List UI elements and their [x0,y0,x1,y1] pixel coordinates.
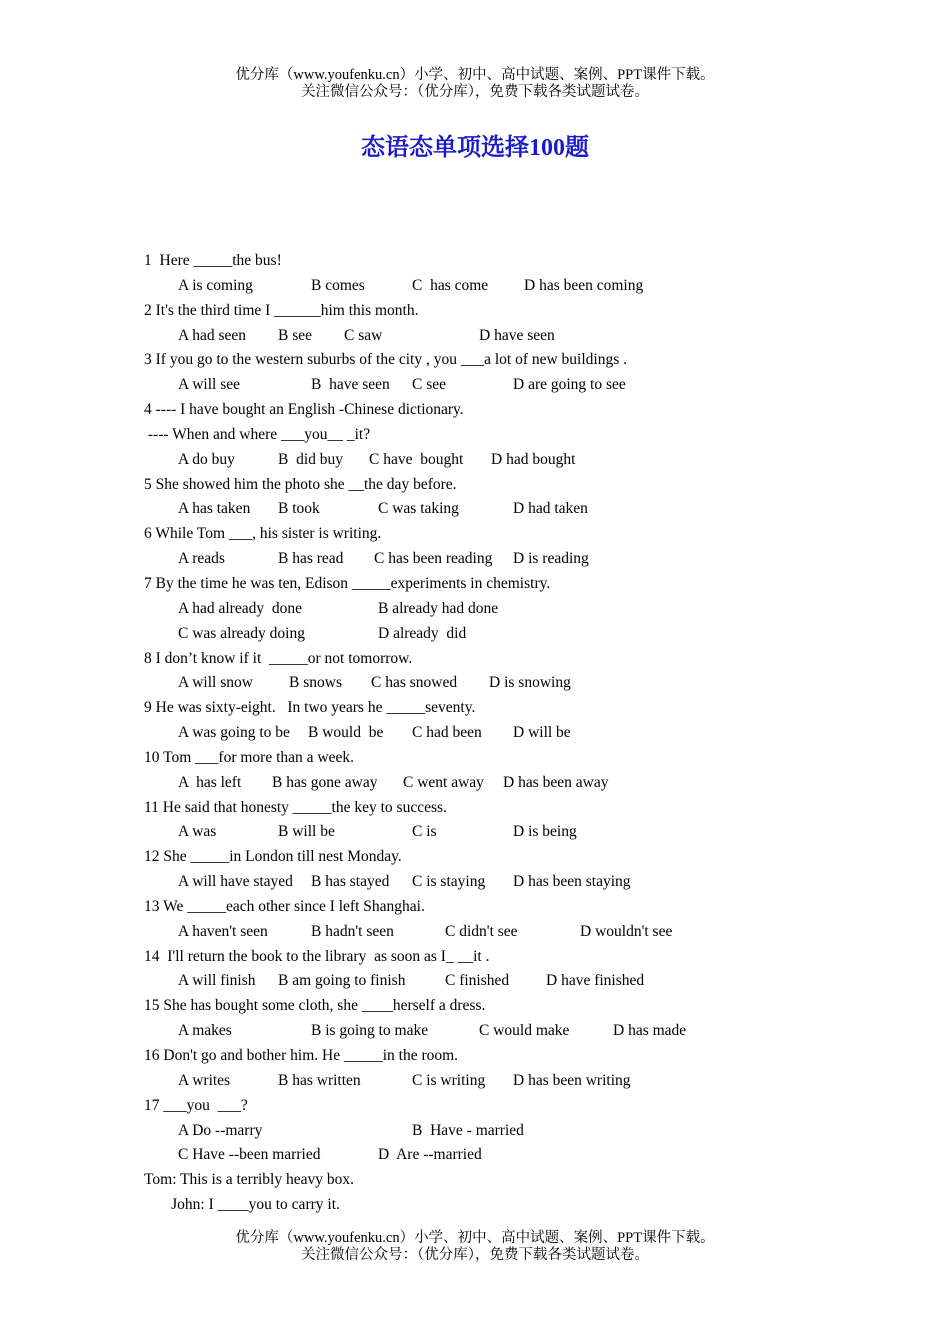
answer-option: B Have - married [412,1121,524,1139]
question-text: 9 He was sixty-eight. In two years he _____seventy. [144,699,476,717]
question-text: 8 I don’t know if it _____or not tomorrow. [144,649,413,667]
answer-options [144,622,904,647]
answer-option: C was already doing [178,624,305,642]
answer-option: C have bought [369,450,464,468]
answer-option: A has left [178,773,242,791]
answer-option: A Do --marry [178,1121,263,1139]
answer-option: C Have --been married [178,1146,321,1164]
answer-options [144,771,904,796]
question-text: John: I ____you to carry it. [144,1196,340,1214]
answer-option: C didn't see [445,922,518,940]
question-text: 1 Here _____the bus! [144,252,282,269]
page-footer [0,1230,950,1264]
answer-options [144,820,904,845]
answer-option: D are going to see [513,376,626,394]
answer-option: D is snowing [489,674,571,692]
answer-option: B has written [278,1071,361,1089]
answer-option: A haven't seen [178,922,268,940]
answer-option: B snows [289,674,342,692]
answer-options [144,274,904,299]
answer-option: A has taken [178,500,251,518]
answer-option: B am going to finish [278,972,406,990]
question-text: 11 He said that honesty _____the key to success. [144,798,447,816]
answer-options [144,1019,904,1044]
answer-option: B has read [278,550,344,568]
answer-option: B would be [308,724,384,742]
document-title: 态语态单项选择100题 [361,135,589,161]
answer-option: C finished [445,972,510,990]
answer-option: C has been reading [374,550,493,568]
answer-option: B will be [278,823,335,841]
answer-option: D had bought [491,450,576,468]
footer-line-1: 优分库（www.youfenku.cn）小学、初中、高中试题、案例、PPT课件下载。 [235,1230,715,1246]
answer-option: C see [412,376,447,394]
question-text: 13 We _____each other since I left Shanghai. [144,897,425,915]
answer-option: A was going to be [178,724,290,742]
question-text: 12 She _____in London till nest Monday. [144,848,402,866]
question-text: 10 Tom ___for more than a week. [144,748,354,766]
answer-options [144,373,904,398]
answer-option: A writes [178,1071,231,1089]
answer-option: A will finish [178,972,256,990]
answer-option: B hadn't seen [311,922,394,940]
answer-option: A had already done [178,599,302,617]
question-text: 6 While Tom ___, his sister is writing. [144,525,382,543]
answer-option: C is [412,823,437,841]
answer-option: B has stayed [311,873,390,891]
answer-option: D has been coming [524,276,644,294]
question-text: 5 She showed him the photo she __the day before. [144,475,457,493]
answer-option: D has been away [503,773,609,791]
question-list [144,249,904,1218]
answer-option: D has been staying [513,873,631,891]
answer-option: A makes [178,1022,232,1040]
answer-option: A is coming [178,276,253,294]
answer-option: C would make [479,1022,570,1040]
answer-option: D Are --married [378,1146,482,1164]
answer-option: A do buy [178,450,235,468]
answer-options [144,671,904,696]
answer-option: D had taken [513,500,588,518]
answer-options [144,1069,904,1094]
question-text: 4 ---- I have bought an English -Chinese dictionary. [144,401,464,419]
answer-options [144,1119,904,1144]
answer-option: D have finished [546,972,645,990]
answer-options [144,497,904,522]
answer-options [144,448,904,473]
answer-options [144,597,904,622]
question-text: 3 If you go to the western suburbs of the city , you ___a lot of new buildings . [144,351,628,369]
answer-options [144,920,904,945]
answer-option: B already had done [378,599,499,617]
answer-option: B comes [311,276,365,294]
question-text: 17 ___you ___? [144,1096,248,1114]
answer-options [144,324,904,349]
answer-option: A will snow [178,674,253,692]
answer-option: C has snowed [371,674,458,692]
answer-option: D wouldn't see [580,922,673,940]
answer-option: B has gone away [272,773,378,791]
answer-options [144,969,904,994]
question-text: 7 By the time he was ten, Edison _____experiments in chemistry. [144,574,551,592]
answer-option: D is reading [513,550,589,568]
answer-option: C had been [412,724,482,742]
page-header [0,67,950,101]
answer-option: B see [278,326,313,344]
answer-option: C has come [412,276,489,294]
question-text: Tom: This is a terribly heavy box. [144,1171,354,1189]
answer-option: A will have stayed [178,873,293,891]
answer-options [144,870,904,895]
answer-options [144,721,904,746]
answer-option: C was taking [378,500,459,518]
answer-option: C went away [403,773,484,791]
answer-option: B did buy [278,450,344,468]
answer-option: D has been writing [513,1071,631,1089]
answer-options [144,1143,904,1168]
footer-line-2: 关注微信公众号：（优分库），免费下载各类试题试卷。 [301,1247,649,1263]
answer-option: A had seen [178,326,247,344]
question-text: ---- When and where ___you__ _it? [144,425,371,443]
answer-option: A will see [178,376,240,394]
header-line-2: 关注微信公众号：（优分库），免费下载各类试题试卷。 [301,84,649,100]
answer-option: A was [178,823,217,841]
answer-option: C saw [344,326,383,344]
header-line-1: 优分库（www.youfenku.cn）小学、初中、高中试题、案例、PPT课件下载。 [235,67,715,83]
answer-option: D already did [378,624,467,642]
answer-option: D is being [513,823,577,841]
answer-option: A reads [178,550,225,568]
question-text: 15 She has bought some cloth, she ____herself a dress. [144,997,486,1015]
question-text: 2 It's the third time I ______him this month. [144,301,419,319]
answer-option: D will be [513,724,571,742]
answer-option: D have seen [479,326,555,344]
question-text: 14 I'll return the book to the library as soon as I_ __it . [144,947,490,965]
answer-option: C is writing [412,1071,486,1089]
answer-option: C is staying [412,873,486,891]
answer-option: B took [278,500,320,518]
question-text: 16 Don't go and bother him. He _____in the room. [144,1047,459,1064]
answer-option: B is going to make [311,1022,429,1040]
answer-option: B have seen [311,376,390,394]
answer-option: D has made [613,1022,687,1040]
answer-options [144,547,904,572]
